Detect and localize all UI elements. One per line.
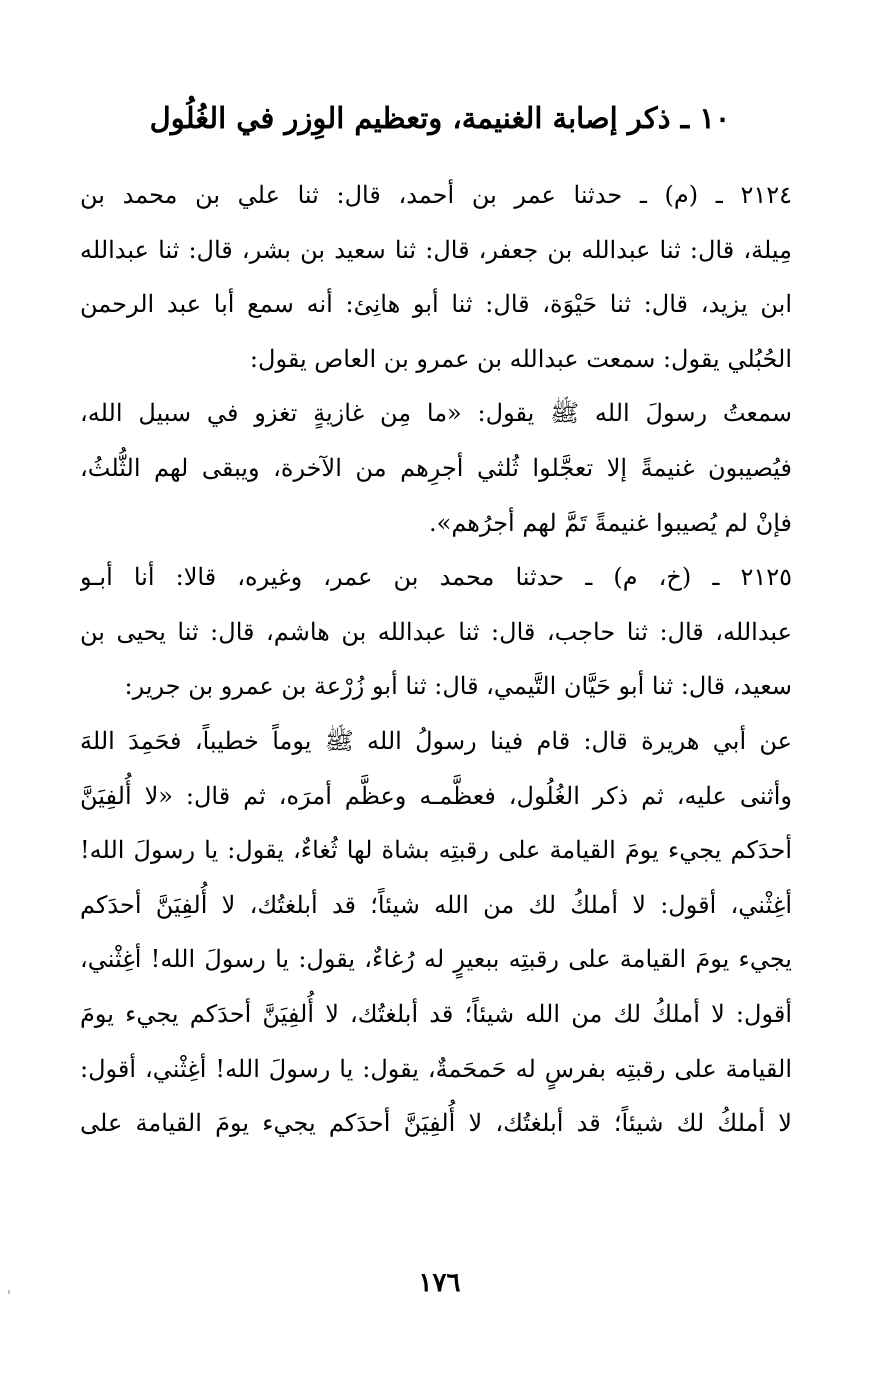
text-line: سعيد، قال: ثنا أبو حَيَّان التَّيمي، قال: ثنا أبو زُرْعة بن عمرو بن جرير:: [124, 672, 792, 701]
scan-edge-mark: [8, 1290, 10, 1294]
text-line: مِيلة، قال: ثنا عبدالله بن جعفر، قال: ثنا سعيد بن بشر، قال: ثنا عبدالله: [80, 235, 792, 264]
page-body: [80, 168, 792, 1151]
hadith-2124-matn: [80, 386, 792, 550]
text-line: ابن يزيد، قال: ثنا حَيْوَة، قال: ثنا أبو هانِئ: أنه سمع أبا عبد الرحمن: [80, 290, 792, 319]
text-line: وأثنى عليه، ثم ذكر الغُلُول، فعظَّمـه وعظَّم أمرَه، ثم قال: «لا أُلفِيَنَّ: [80, 781, 792, 810]
text-line: لا أملكُ لك شيئاً؛ قد أبلغتُك، لا أُلفِيَنَّ أحدَكم يجيء يومَ القيامة على: [80, 1109, 792, 1138]
text-line: القيامة على رقبتِه بفرسٍ له حَمحَمةٌ، يقول: يا رسولَ الله! أغِثْني، أقول:: [80, 1054, 792, 1083]
hadith-2125-isnad: [80, 550, 792, 714]
text-line: فيُصيبون غنيمةً إلا تعجَّلوا ثُلثي أجرِهم من الآخرة، ويبقى لهم الثُّلثُ،: [80, 453, 792, 482]
text-line: عن أبي هريرة قال: قام فينا رسولُ الله ﷺ يوماً خطيباً، فحَمِدَ اللهَ: [80, 726, 792, 755]
text-line: أغِثْني، أقول: لا أملكُ لك من الله شيئاً؛ قد أبلغتُك، لا أُلفِيَنَّ أحدَكم: [80, 890, 792, 919]
text-line: سمعتُ رسولَ الله ﷺ يقول: «ما مِن غازيةٍ تغزو في سبيل الله،: [80, 399, 792, 428]
page-number: ١٧٦: [418, 1268, 461, 1298]
text-line: يجيء يومَ القيامة على رقبتِه ببعيرٍ له رُغاءٌ، يقول: يا رسولَ الله! أغِثْني،: [80, 945, 792, 974]
hadith-2125-matn: [80, 714, 792, 1151]
text-line: أحدَكم يجيء يومَ القيامة على رقبتِه بشاة لها ثُغاءٌ، يقول: يا رسولَ الله!: [80, 836, 792, 865]
text-line: أقول: لا أملكُ لك من الله شيئاً؛ قد أبلغتُك، لا أُلفِيَنَّ أحدَكم يجيء يومَ: [80, 999, 792, 1028]
hadith-2124-isnad: [80, 168, 792, 386]
chapter-heading: ١٠ ـ ذكر إصابة الغنيمة، وتعظيم الوِزر في الغُلُول: [149, 101, 731, 135]
text-line: الحُبُلي يقول: سمعت عبدالله بن عمرو بن العاص يقول:: [249, 344, 792, 373]
text-line: عبدالله، قال: ثنا حاجب، قال: ثنا عبدالله بن هاشم، قال: ثنا يحيى بن: [80, 617, 792, 646]
text-line: ٢١٢٤ ـ (م) ـ حدثنا عمر بن أحمد، قال: ثنا علي بن محمد بن: [80, 181, 792, 209]
text-line: ٢١٢٥ ـ (خ، م) ـ حدثنا محمد بن عمر، وغيره، قالا: أنا أبـو: [80, 563, 792, 592]
text-line: فإنْ لم يُصيبوا غنيمةً تَمَّ لهم أجرُهم».: [429, 508, 792, 537]
